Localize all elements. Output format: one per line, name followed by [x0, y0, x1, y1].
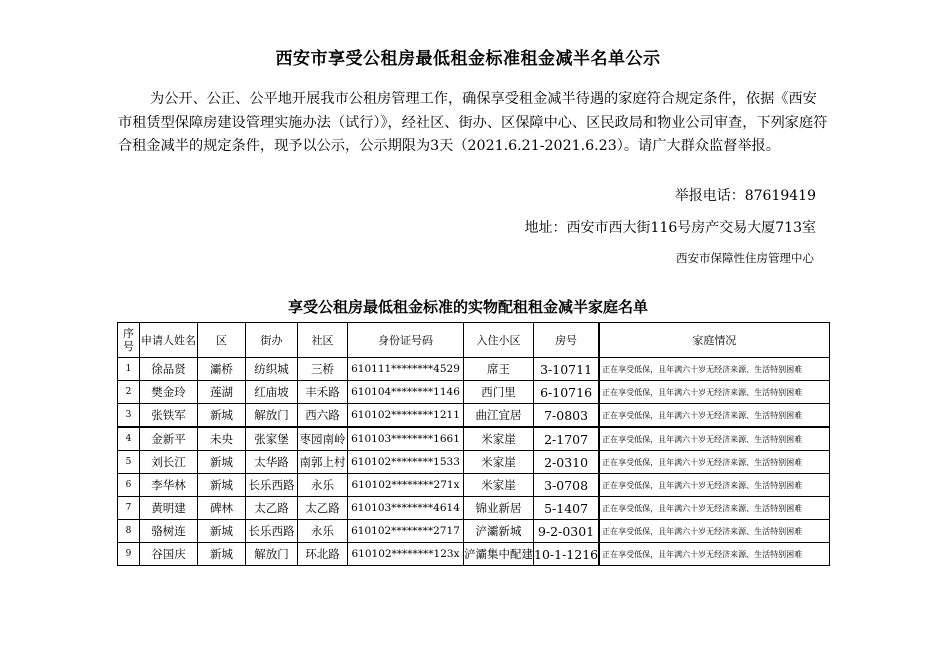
- row-room: 3-0708: [534, 474, 600, 497]
- row-room: 2-0310: [534, 451, 600, 474]
- page-title: 西安市享受公租房最低租金标准租金减半名单公示: [275, 49, 661, 69]
- header-id-number: 身份证号码: [348, 323, 464, 358]
- row-seq: 5: [118, 451, 140, 474]
- row-residence: 锦业新居: [464, 497, 534, 520]
- row-subdistrict: 红庙坡: [246, 381, 298, 404]
- row-room: 5-1407: [534, 497, 600, 520]
- header-district: 区: [198, 323, 246, 358]
- row-seq: 9: [118, 543, 140, 566]
- header-family-situation: 家庭情况: [599, 323, 829, 358]
- row-residence: 曲江宜居: [464, 404, 534, 428]
- row-id-number: 610102********2717: [348, 520, 464, 543]
- row-id-number: 610103********4614: [348, 497, 464, 520]
- row-community: 太乙路: [298, 497, 348, 520]
- row-seq: 3: [118, 404, 140, 428]
- row-district: 碑林: [198, 497, 246, 520]
- notice-text: 为公开、公正、公平地开展我市公租房管理工作，确保享受租金减半待遇的家庭符合规定条件，依据《西安市租赁型保障房建设管理实施办法（试行）》，经社区、街办、区保障中心、区民政局和物业公司审查，下列家庭符合租金减半的规定条件，现予以公示，公示期限为3天（2021.6.21-2021.6.23）。请广大群众监督举报。: [118, 91, 828, 154]
- row-subdistrict: 张家堡: [246, 427, 298, 451]
- row-id-number: 610102********123x: [348, 543, 464, 566]
- notice-paragraph: [118, 88, 830, 159]
- row-community: 永乐: [298, 520, 348, 543]
- row-family-situation: 正在享受低保，且年满六十岁无经济来源、生活特别困难: [599, 520, 829, 543]
- row-id-number: 610102********1211: [348, 404, 464, 428]
- row-applicant: 李华林: [140, 474, 198, 497]
- row-family-situation: 正在享受低保，且年满六十岁无经济来源、生活特别困难: [599, 451, 829, 474]
- table-row: [118, 497, 830, 520]
- row-district: 新城: [198, 451, 246, 474]
- row-family-situation: 正在享受低保，且年满六十岁无经济来源、生活特别困难: [599, 404, 829, 428]
- row-community: 永乐: [298, 474, 348, 497]
- row-id-number: 610102********1533: [348, 451, 464, 474]
- row-id-number: 610104********1146: [348, 381, 464, 404]
- row-subdistrict: 纺织城: [246, 358, 298, 381]
- row-family-situation: 正在享受低保，且年满六十岁无经济来源、生活特别困难: [599, 543, 829, 566]
- row-family-situation: 正在享受低保，且年满六十岁无经济来源、生活特别困难: [599, 474, 829, 497]
- header-room: 房号: [534, 323, 600, 358]
- organization: 西安市保障性住房管理中心: [676, 251, 814, 265]
- row-seq: 1: [118, 358, 140, 381]
- row-subdistrict: 解放门: [246, 404, 298, 428]
- row-room: 2-1707: [534, 427, 600, 451]
- header-community: 社区: [298, 323, 348, 358]
- row-subdistrict: 太乙路: [246, 497, 298, 520]
- row-id-number: 610103********1661: [348, 427, 464, 451]
- row-family-situation: 正在享受低保，且年满六十岁无经济来源、生活特别困难: [599, 427, 829, 451]
- row-residence: 席王: [464, 358, 534, 381]
- row-room: 10-1-1216: [534, 543, 600, 566]
- row-seq: 4: [118, 427, 140, 451]
- row-residence: 米家崖: [464, 451, 534, 474]
- row-family-situation: 正在享受低保，且年满六十岁无经济来源、生活特别困难: [599, 497, 829, 520]
- row-applicant: 樊金玲: [140, 381, 198, 404]
- table-header-row: [118, 323, 830, 358]
- row-district: 莲湖: [198, 381, 246, 404]
- row-residence: 浐灞集中配建: [464, 543, 534, 566]
- table-row: [118, 358, 830, 381]
- row-id-number: 610111********4529: [348, 358, 464, 381]
- row-community: 南郭上村: [298, 451, 348, 474]
- row-residence: 米家崖: [464, 427, 534, 451]
- row-community: 枣园南岭: [298, 427, 348, 451]
- row-subdistrict: 太华路: [246, 451, 298, 474]
- row-residence: 西门里: [464, 381, 534, 404]
- row-community: 丰禾路: [298, 381, 348, 404]
- row-community: 西六路: [298, 404, 348, 428]
- row-applicant: 张铁军: [140, 404, 198, 428]
- row-seq: 8: [118, 520, 140, 543]
- row-applicant: 刘长江: [140, 451, 198, 474]
- header-seq: 序号: [118, 323, 140, 358]
- table-row: [118, 404, 830, 428]
- row-subdistrict: 长乐西路: [246, 474, 298, 497]
- row-community: 三桥: [298, 358, 348, 381]
- table-row: [118, 543, 830, 566]
- row-residence: 浐灞新城: [464, 520, 534, 543]
- address: 地址：西安市西大街116号房产交易大厦713室: [524, 220, 816, 236]
- table-row: [118, 427, 830, 451]
- table-row: [118, 381, 830, 404]
- table-title: 享受公租房最低租金标准的实物配租租金减半家庭名单: [287, 298, 648, 316]
- row-applicant: 黄明建: [140, 497, 198, 520]
- row-applicant: 徐品贤: [140, 358, 198, 381]
- row-seq: 7: [118, 497, 140, 520]
- row-applicant: 金新平: [140, 427, 198, 451]
- row-room: 3-10711: [534, 358, 600, 381]
- row-community: 环北路: [298, 543, 348, 566]
- row-district: 新城: [198, 474, 246, 497]
- hotline: 举报电话：87619419: [674, 188, 816, 204]
- row-family-situation: 正在享受低保，且年满六十岁无经济来源、生活特别困难: [599, 358, 829, 381]
- row-district: 新城: [198, 520, 246, 543]
- row-residence: 米家崖: [464, 474, 534, 497]
- header-applicant: 申请人姓名: [140, 323, 198, 358]
- row-room: 7-0803: [534, 404, 600, 428]
- row-id-number: 610102********271x: [348, 474, 464, 497]
- table-row: [118, 451, 830, 474]
- row-district: 灞桥: [198, 358, 246, 381]
- row-applicant: 谷国庆: [140, 543, 198, 566]
- family-list-table: [117, 322, 830, 566]
- row-seq: 2: [118, 381, 140, 404]
- row-subdistrict: 解放门: [246, 543, 298, 566]
- header-residence: 入住小区: [464, 323, 534, 358]
- header-subdistrict: 街办: [246, 323, 298, 358]
- table-row: [118, 520, 830, 543]
- row-family-situation: 正在享受低保，且年满六十岁无经济来源、生活特别困难: [599, 381, 829, 404]
- row-seq: 6: [118, 474, 140, 497]
- row-district: 未央: [198, 427, 246, 451]
- table-row: [118, 474, 830, 497]
- row-district: 新城: [198, 543, 246, 566]
- row-room: 6-10716: [534, 381, 600, 404]
- row-subdistrict: 长乐西路: [246, 520, 298, 543]
- row-applicant: 骆树连: [140, 520, 198, 543]
- row-room: 9-2-0301: [534, 520, 600, 543]
- row-district: 新城: [198, 404, 246, 428]
